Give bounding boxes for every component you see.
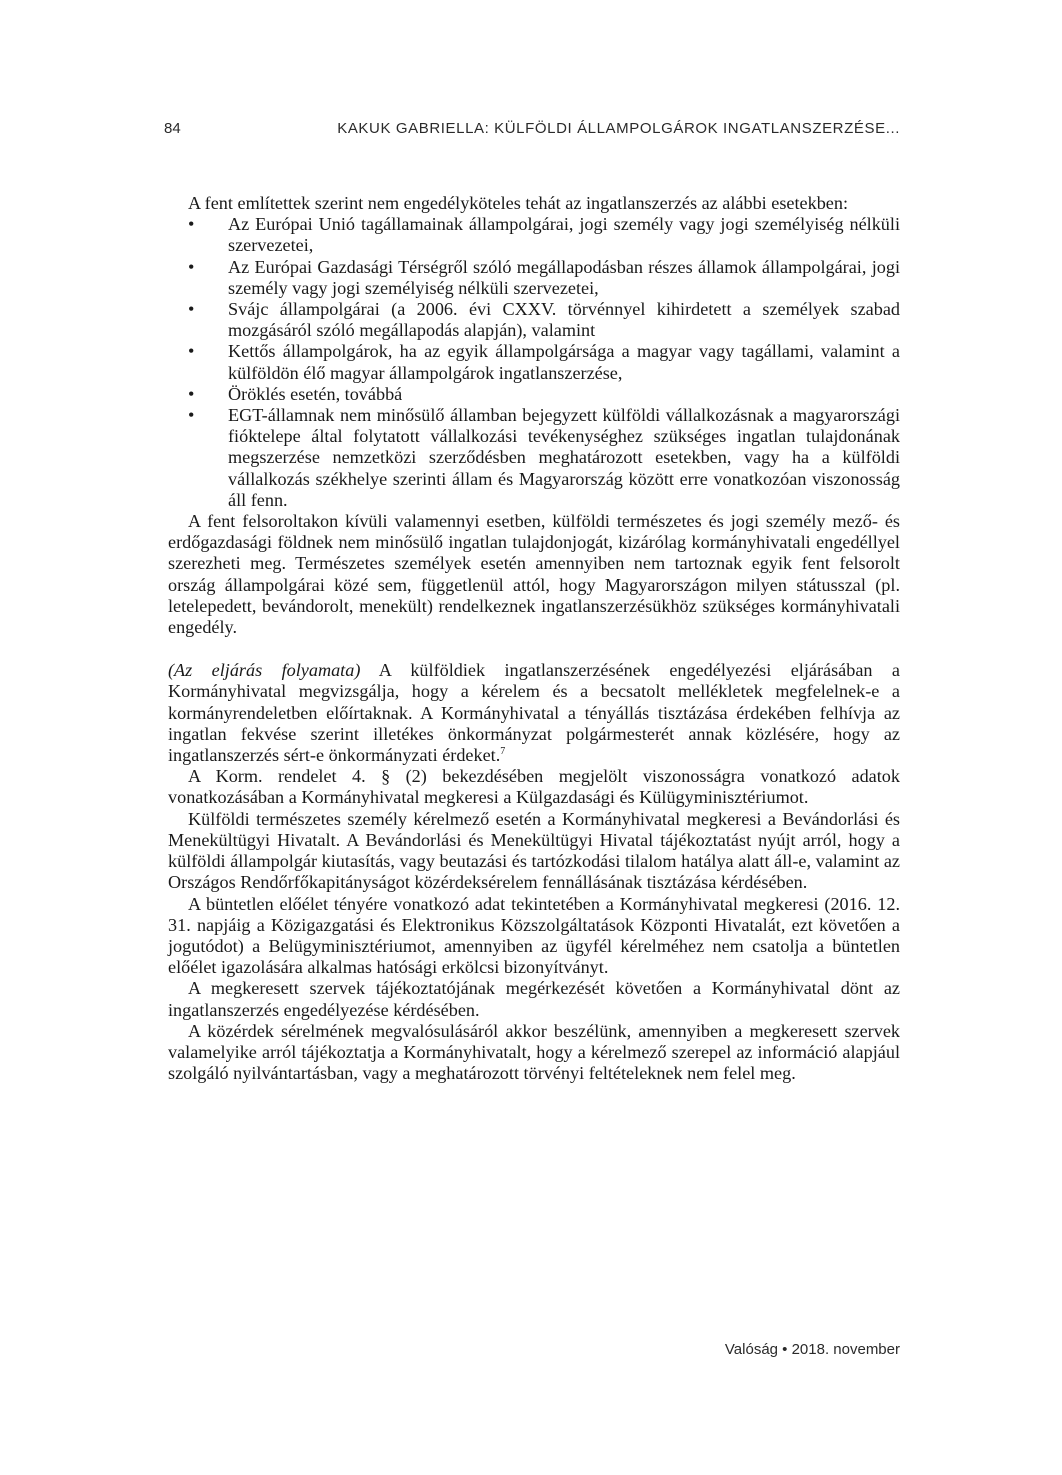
- article-body: [168, 193, 900, 1084]
- body-paragraph: A megkeresett szervek tájékoztatójának megérkezését követően a Kormányhivatal dönt az ingatlanszerzés engedélyezése kérdésében.: [168, 978, 900, 1020]
- bullet-marker: •: [188, 256, 195, 277]
- body-paragraph: A közérdek sérelmének megvalósulásáról akkor beszélünk, amennyiben a megkeresett szervek valamelyike arról tájékoztatja a Kormányhivatalt, hogy a kérelmező szerepel az információ alapjául szolgáló nyilvántartásban, vagy a meghatározott törvényi feltételeknek nem felel meg.: [168, 1020, 900, 1084]
- bullet-marker: •: [188, 383, 195, 404]
- page-number: 84: [164, 120, 181, 137]
- list-item: [168, 214, 900, 256]
- exemption-list: [168, 214, 900, 511]
- header-title: KAKUK GABRIELLA: KÜLFÖLDI ÁLLAMPOLGÁROK INGATLANSZERZÉSE...: [337, 120, 900, 137]
- list-item: [168, 405, 900, 511]
- list-item-text: Kettős állampolgárok, ha az egyik állampolgársága a magyar vagy tagállami, valamint a külföldön élő magyar állampolgárok ingatlanszerzése,: [228, 341, 900, 383]
- list-item: [168, 257, 900, 299]
- footnote-reference: 7: [500, 746, 506, 758]
- running-header: [164, 120, 900, 142]
- list-item-text: Svájc állampolgárai (a 2006. évi CXXV. törvénnyel kihirdetett a személyek szabad mozgásáról szóló megállapodás alapján), valamint: [228, 299, 900, 341]
- list-item-text: Az Európai Gazdasági Térségről szóló megállapodásban részes államok állampolgárai, jogi személy vagy jogi személyiség nélküli szervezetei,: [228, 256, 900, 298]
- procedure-heading: (Az eljárás folyamata): [168, 660, 361, 681]
- section-gap: [168, 638, 900, 660]
- intro-paragraph: A fent említettek szerint nem engedélyköteles tehát az ingatlanszerzés az alábbi esetekben:: [188, 193, 849, 213]
- procedure-paragraph: [168, 660, 900, 766]
- list-item-text: Az Európai Unió tagállamainak állampolgárai, jogi személy vagy jogi személyiség nélküli szervezetei,: [228, 214, 900, 256]
- list-item: [168, 384, 900, 405]
- bullet-marker: •: [188, 341, 195, 362]
- bullet-marker: •: [188, 405, 195, 426]
- procedure-text: A külföldiek ingatlanszerzésének engedélyezési eljárásában a Kormányhivatal megvizsgálja, hogy a kérelem és a becsatolt mellékletek megfelelnek-e a kormányrendeletben előírtaknak. A Kormányhivatal a tényállás tisztázása érdekében felhívja az ingatlan fekvése szerint illetékes önkormányzat polgármesterét annak közlésére, hogy az ingatlanszerzés sért-e önkormányzati érdeket.: [168, 660, 900, 766]
- list-item: [168, 299, 900, 341]
- bullet-marker: •: [188, 299, 195, 320]
- paragraph-after-list: A fent felsoroltakon kívüli valamennyi esetben, külföldi természetes és jogi személy mező- és erdőgazdasági földnek nem minősülő ingatlan tulajdonjogát, kizárólag kormányhivatali engedéllyel szerezheti meg. Természetes személyek esetén amennyiben nem tartoznak egyik fent felsorolt ország állampolgárai közé sem, függetlenül attól, hogy Magyarországon milyen státusszal (pl. letelepedett, bevándorolt, menekült) rendelkeznek ingatlanszerzésükhöz szükséges kormányhivatali engedély.: [168, 511, 900, 638]
- running-footer: Valóság • 2018. november: [724, 1341, 900, 1358]
- body-paragraph: A Korm. rendelet 4. § (2) bekezdésében megjelölt viszonosságra vonatkozó adatok vonatkozásában a Kormányhivatal megkeresi a Külgazdasági és Külügyminisztériumot.: [168, 766, 900, 808]
- list-item-text: EGT-államnak nem minősülő államban bejegyzett külföldi vállalkozásnak a magyarországi fióktelepe által folytatott vállalkozási tevékenységhez szükséges ingatlan tulajdonának megszerzése nemzetközi szerződésben meghatározott esetekben, vagy ha a külföldi vállalkozás székhelye szerinti állam és Magyarország között erre vonatkozóan viszonosság áll fenn.: [228, 405, 900, 510]
- body-paragraph: Külföldi természetes személy kérelmező esetén a Kormányhivatal megkeresi a Bevándorlási és Menekültügyi Hivatalt. A Bevándorlási és Menekültügyi Hivatal tájékoztatást nyújt arról, hogy a külföldi állampolgár kiutasítás, vagy beutazási és tartózkodási tilalom hatálya alatt áll-e, valamint az Országos Rendőrfőkapitányságot közérdeksérelem fennállásának tisztázása kérdésében.: [168, 808, 900, 893]
- list-item: [168, 341, 900, 383]
- list-item-text: Öröklés esetén, továbbá: [228, 383, 403, 404]
- body-paragraph: A büntetlen előélet tényére vonatkozó adat tekintetében a Kormányhivatal megkeresi (2016. 12. 31. napjáig a Közigazgatási és Elektronikus Közszolgáltatások Központi Hivatalát, ezt követően a jogutódot) a Belügyminisztériumot, amennyiben az ügyfél kérelméhez nem csatolja a büntetlen előélet igazolására alkalmas hatósági erkölcsi bizonyítványt.: [168, 893, 900, 978]
- bullet-marker: •: [188, 214, 195, 235]
